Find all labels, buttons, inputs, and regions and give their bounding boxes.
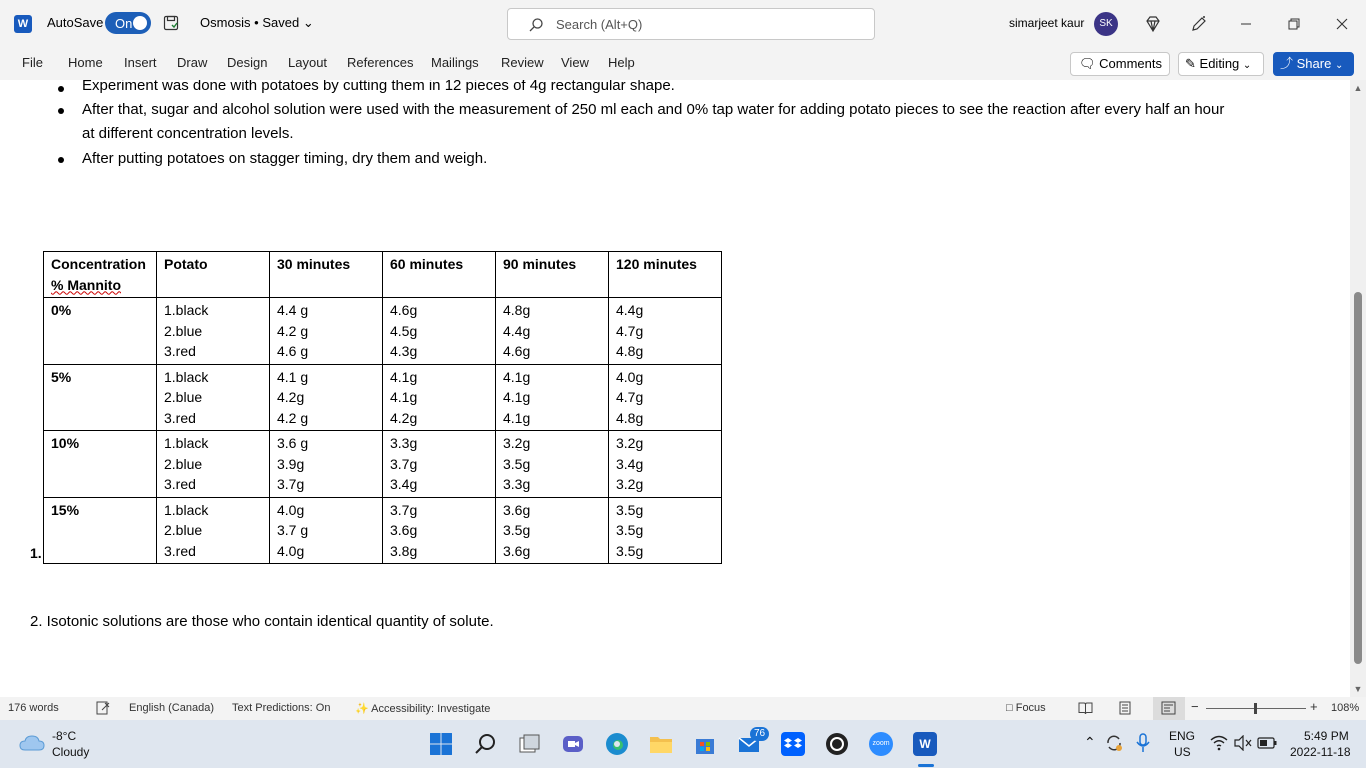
scrollbar-thumb[interactable] — [1354, 292, 1362, 664]
chatgpt-app-icon[interactable] — [825, 732, 849, 756]
mail-badge: 76 — [750, 727, 769, 741]
minimize-icon[interactable] — [1236, 14, 1256, 34]
weather-cloud-icon[interactable] — [18, 731, 46, 755]
header-text-misspelled: % Mannito — [51, 276, 121, 293]
task-view-icon[interactable] — [517, 732, 541, 756]
language-indicator-line2[interactable]: US — [1174, 745, 1191, 759]
accessibility-icon: ✨ — [355, 703, 369, 715]
close-icon[interactable] — [1332, 14, 1352, 34]
autosave-toggle[interactable] — [105, 12, 151, 34]
zoom-app-icon[interactable]: zoom — [869, 732, 893, 756]
weight-30-cell: 3.6 g 3.9g 3.7g — [270, 431, 383, 498]
word-logo-icon: W — [14, 15, 32, 33]
weight-30-cell: 4.4 g 4.2 g 4.6 g — [270, 298, 383, 365]
save-icon[interactable] — [163, 15, 179, 31]
weight-60-cell: 3.7g 3.6g 3.8g — [383, 497, 496, 564]
share-icon: ⤴ — [1280, 56, 1294, 71]
toggle-knob — [133, 16, 147, 30]
zoom-slider-thumb[interactable] — [1254, 703, 1257, 714]
list-number: 1. — [30, 545, 42, 561]
table-row — [44, 298, 722, 365]
comment-icon: 🗨 — [1079, 56, 1096, 71]
scroll-up-icon[interactable]: ▲ — [1353, 83, 1363, 93]
title-bar — [0, 0, 1366, 48]
clock-date[interactable]: 2022-11-18 — [1290, 745, 1351, 759]
file-explorer-icon[interactable] — [649, 732, 673, 756]
volume-muted-icon[interactable] — [1234, 735, 1252, 751]
comments-label: Comments — [1099, 56, 1162, 71]
bullet-icon — [58, 157, 64, 163]
potato-cell: 1.black 2.blue 3.red — [157, 364, 270, 431]
vertical-scrollbar[interactable] — [1350, 80, 1366, 697]
concentration-cell: 5% — [44, 364, 157, 431]
print-layout-icon[interactable] — [1118, 701, 1132, 715]
designer-pen-icon[interactable] — [1189, 14, 1209, 34]
search-icon[interactable] — [473, 732, 497, 756]
header-30-minutes: 30 minutes — [270, 252, 383, 298]
comments-button[interactable] — [1070, 52, 1170, 76]
chevron-down-icon: ⌄ — [1334, 60, 1344, 71]
weight-90-cell: 4.1g 4.1g 4.1g — [496, 364, 609, 431]
accessibility-label: Accessibility: Investigate — [371, 703, 491, 715]
clock-time[interactable]: 5:49 PM — [1304, 729, 1349, 743]
header-60-minutes: 60 minutes — [383, 252, 496, 298]
zoom-slider[interactable] — [1206, 708, 1306, 709]
sync-icon[interactable] — [1104, 733, 1124, 753]
weight-90-cell: 3.6g 3.5g 3.6g — [496, 497, 609, 564]
accessibility-status[interactable] — [355, 702, 490, 715]
header-potato: Potato — [157, 252, 270, 298]
share-label: Share — [1296, 56, 1332, 71]
bullet-text-continuation: at different concentration levels. — [82, 125, 294, 142]
header-text: Concentration — [51, 256, 146, 272]
autosave-state: On — [115, 16, 133, 31]
focus-button[interactable] — [1006, 702, 1046, 714]
chevron-down-icon: ⌄ — [302, 15, 314, 30]
bullet-text: After that, sugar and alcohol solution were used with the measurement of 250 ml each and 0% tap water for adding potato pieces to see the reaction after every half an hour — [82, 101, 1225, 118]
tab-design[interactable]: Design — [227, 55, 268, 70]
weight-120-cell: 4.0g 4.7g 4.8g — [609, 364, 722, 431]
scroll-down-icon[interactable]: ▼ — [1353, 684, 1363, 694]
tab-home[interactable]: Home — [68, 55, 103, 70]
weight-120-cell: 3.5g 3.5g 3.5g — [609, 497, 722, 564]
chevron-down-icon: ⌄ — [1242, 60, 1252, 71]
bullet-icon — [58, 86, 64, 92]
tab-review[interactable]: Review — [501, 55, 544, 70]
potato-cell: 1.black 2.blue 3.red — [157, 497, 270, 564]
tab-view[interactable]: View — [561, 55, 589, 70]
header-concentration — [44, 252, 157, 298]
weight-120-cell: 3.2g 3.4g 3.2g — [609, 431, 722, 498]
concentration-cell: 15% — [44, 497, 157, 564]
language-indicator-line1[interactable]: ENG — [1169, 729, 1196, 743]
table-row — [44, 364, 722, 431]
weight-60-cell: 4.6g 4.5g 4.3g — [383, 298, 496, 365]
header-120-minutes: 120 minutes — [609, 252, 722, 298]
windows-start-icon[interactable] — [429, 732, 453, 756]
search-input[interactable] — [507, 8, 875, 40]
read-mode-icon[interactable] — [1078, 701, 1093, 715]
weight-60-cell: 3.3g 3.7g 3.4g — [383, 431, 496, 498]
table-row — [44, 497, 722, 564]
tab-draw[interactable]: Draw — [177, 55, 208, 70]
table-header-row — [44, 252, 722, 298]
tab-help[interactable]: Help — [608, 55, 635, 70]
weight-30-cell: 4.1 g 4.2g 4.2 g — [270, 364, 383, 431]
concentration-cell: 0% — [44, 298, 157, 365]
tab-layout[interactable]: Layout — [288, 55, 328, 70]
word-count[interactable]: 176 words — [8, 702, 59, 714]
document-title-button[interactable] — [200, 15, 314, 31]
weather-temp[interactable]: -8°C — [52, 729, 77, 743]
search-placeholder: Search (Alt+Q) — [556, 17, 643, 32]
tab-mailings[interactable]: Mailings — [431, 55, 479, 70]
weight-30-cell: 4.0g 3.7 g 4.0g — [270, 497, 383, 564]
share-button[interactable] — [1273, 52, 1354, 76]
potato-cell: 1.black 2.blue 3.red — [157, 431, 270, 498]
web-layout-button[interactable] — [1153, 697, 1185, 720]
paragraph-text: 2. Isotonic solutions are those who contain identical quantity of solute. — [30, 613, 494, 630]
autosave-label: AutoSave — [47, 15, 104, 30]
web-layout-icon — [1161, 701, 1176, 715]
user-name[interactable]: simarjeet kaur — [1009, 16, 1085, 30]
table-row — [44, 431, 722, 498]
battery-icon[interactable] — [1257, 737, 1277, 749]
ribbon-tabs — [0, 48, 1366, 81]
header-90-minutes: 90 minutes — [496, 252, 609, 298]
teams-chat-icon[interactable] — [561, 732, 585, 756]
status-bar — [0, 697, 1366, 720]
bullet-icon — [58, 108, 64, 114]
microphone-icon[interactable] — [1136, 733, 1150, 753]
potato-cell: 1.black 2.blue 3.red — [157, 298, 270, 365]
editing-mode-button[interactable] — [1178, 52, 1264, 76]
concentration-cell: 10% — [44, 431, 157, 498]
language-status[interactable]: English (Canada) — [129, 702, 214, 714]
microsoft-store-icon[interactable] — [693, 732, 717, 756]
editing-label: Editing — [1199, 56, 1240, 71]
word-app-icon[interactable]: W — [913, 732, 937, 756]
bullet-text: After putting potatoes on stagger timing, dry them and weigh. — [82, 150, 488, 167]
zoom-in-icon[interactable]: + — [1310, 699, 1318, 714]
tab-insert[interactable]: Insert — [124, 55, 157, 70]
premium-diamond-icon[interactable] — [1143, 14, 1163, 34]
text-predictions-status[interactable]: Text Predictions: On — [232, 702, 331, 714]
avatar[interactable]: SK — [1094, 12, 1118, 36]
proofing-icon[interactable] — [96, 701, 110, 715]
weight-90-cell: 3.2g 3.5g 3.3g — [496, 431, 609, 498]
restore-icon[interactable] — [1284, 14, 1304, 34]
taskbar — [0, 720, 1366, 768]
bullet-text: Experiment was done with potatoes by cutting them in 12 pieces of 4g rectangular shape. — [82, 80, 675, 94]
dropbox-icon[interactable] — [781, 732, 805, 756]
wifi-icon[interactable] — [1210, 735, 1228, 751]
tab-references[interactable]: References — [347, 55, 414, 70]
weather-desc[interactable]: Cloudy — [52, 745, 90, 759]
focus-label: Focus — [1015, 702, 1046, 714]
data-table — [43, 251, 722, 564]
search-icon — [528, 17, 544, 33]
zoom-out-icon[interactable]: − — [1191, 699, 1199, 714]
edge-browser-icon[interactable] — [605, 732, 629, 756]
show-hidden-icons[interactable]: ⌃ — [1084, 734, 1096, 750]
zoom-level[interactable]: 108% — [1331, 702, 1360, 714]
focus-icon: □ — [1006, 702, 1013, 714]
tab-file[interactable]: File — [22, 55, 43, 70]
pencil-icon: ✎ — [1185, 56, 1196, 71]
active-app-indicator — [918, 764, 934, 767]
weight-120-cell: 4.4g 4.7g 4.8g — [609, 298, 722, 365]
weight-90-cell: 4.8g 4.4g 4.6g — [496, 298, 609, 365]
document-title: Osmosis • Saved — [200, 15, 300, 30]
weight-60-cell: 4.1g 4.1g 4.2g — [383, 364, 496, 431]
document-canvas[interactable] — [0, 80, 1350, 697]
